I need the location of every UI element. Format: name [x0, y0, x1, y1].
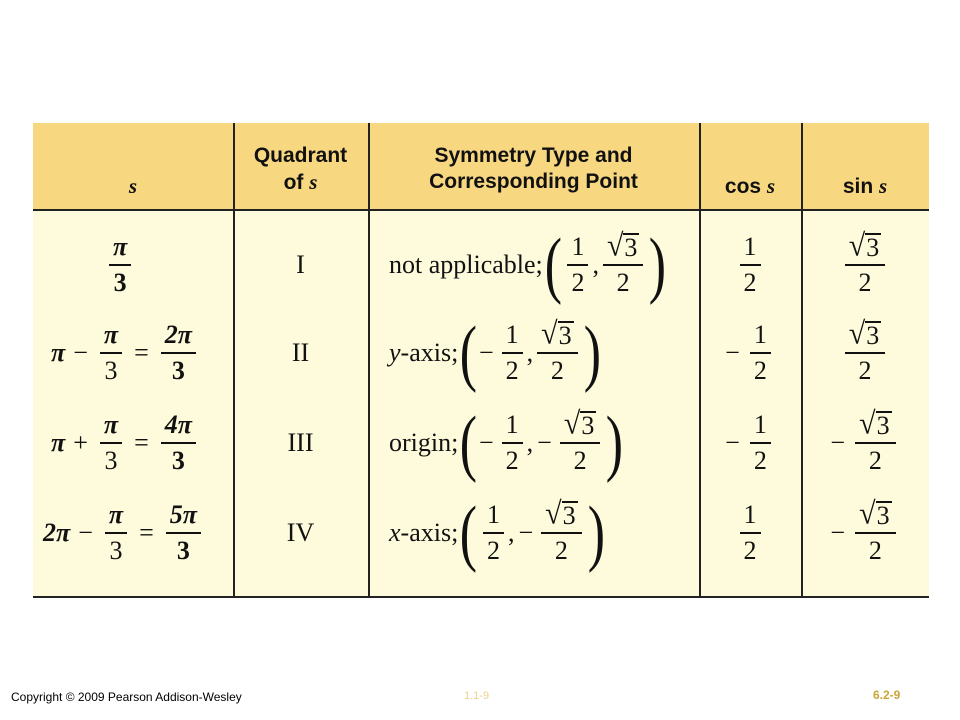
row1-quadrant: I: [296, 250, 305, 279]
row4-cos: $\frac{1}{2}$: [699, 495, 801, 571]
row3-sin: − √ 3 2: [801, 405, 929, 481]
row2-sin: √ 3 2: [801, 315, 929, 391]
header-s: s: [128, 174, 138, 198]
fraction: $\frac{\pi}{3}$: [109, 230, 131, 300]
row1-s: [105, 227, 135, 303]
symmetry-table: [33, 123, 929, 598]
row1-sin: √ 3 2: [801, 227, 929, 303]
row1-symmetry: not applicable; ( $\frac{1}{2}$ , √ 3 2 ): [389, 224, 667, 306]
row4-symmetry: x -axis; ( $\frac{1}{2}$ , − √ 3 2 ): [389, 492, 605, 574]
row1-cos: $\frac{1}{2}$: [699, 227, 801, 303]
table-bottom-border: [33, 596, 929, 598]
row4-s: 2π − $\frac{\pi}{3}$ = $\frac{5\pi}{3}$: [43, 495, 205, 571]
center-code: 1.1-9: [464, 690, 490, 702]
row4-sin: − √ 3 2: [801, 495, 929, 571]
copyright-text: Copyright © 2009 Pearson Addison-Wesley: [11, 690, 242, 704]
row3-cos: − $\frac{1}{2}$: [699, 405, 801, 481]
header-symmetry: Symmetry Type and Corresponding Point: [429, 144, 638, 193]
row2-quadrant: II: [291, 338, 310, 367]
row3-s: π + $\frac{\pi}{3}$ = $\frac{4\pi}{3}$: [51, 405, 200, 481]
row2-symmetry: y -axis; ( − $\frac{1}{2}$ , √ 3 2 ): [389, 312, 601, 394]
slide-number: 6.2-9: [873, 688, 901, 702]
header-quadrant: Quadrant of s: [253, 144, 348, 194]
header-sin: sin s: [842, 174, 888, 198]
row2-s: π − $\frac{\pi}{3}$ = $\frac{2\pi}{3}$: [51, 315, 200, 391]
row2-cos: − $\frac{1}{2}$: [699, 315, 801, 391]
row3-quadrant: III: [287, 428, 314, 457]
row4-quadrant: IV: [286, 518, 315, 547]
header-cos: cos s: [724, 174, 776, 198]
header-divider: [33, 209, 929, 211]
row3-symmetry: origin; ( − $\frac{1}{2}$ , − √ 3 2 ): [389, 402, 624, 484]
